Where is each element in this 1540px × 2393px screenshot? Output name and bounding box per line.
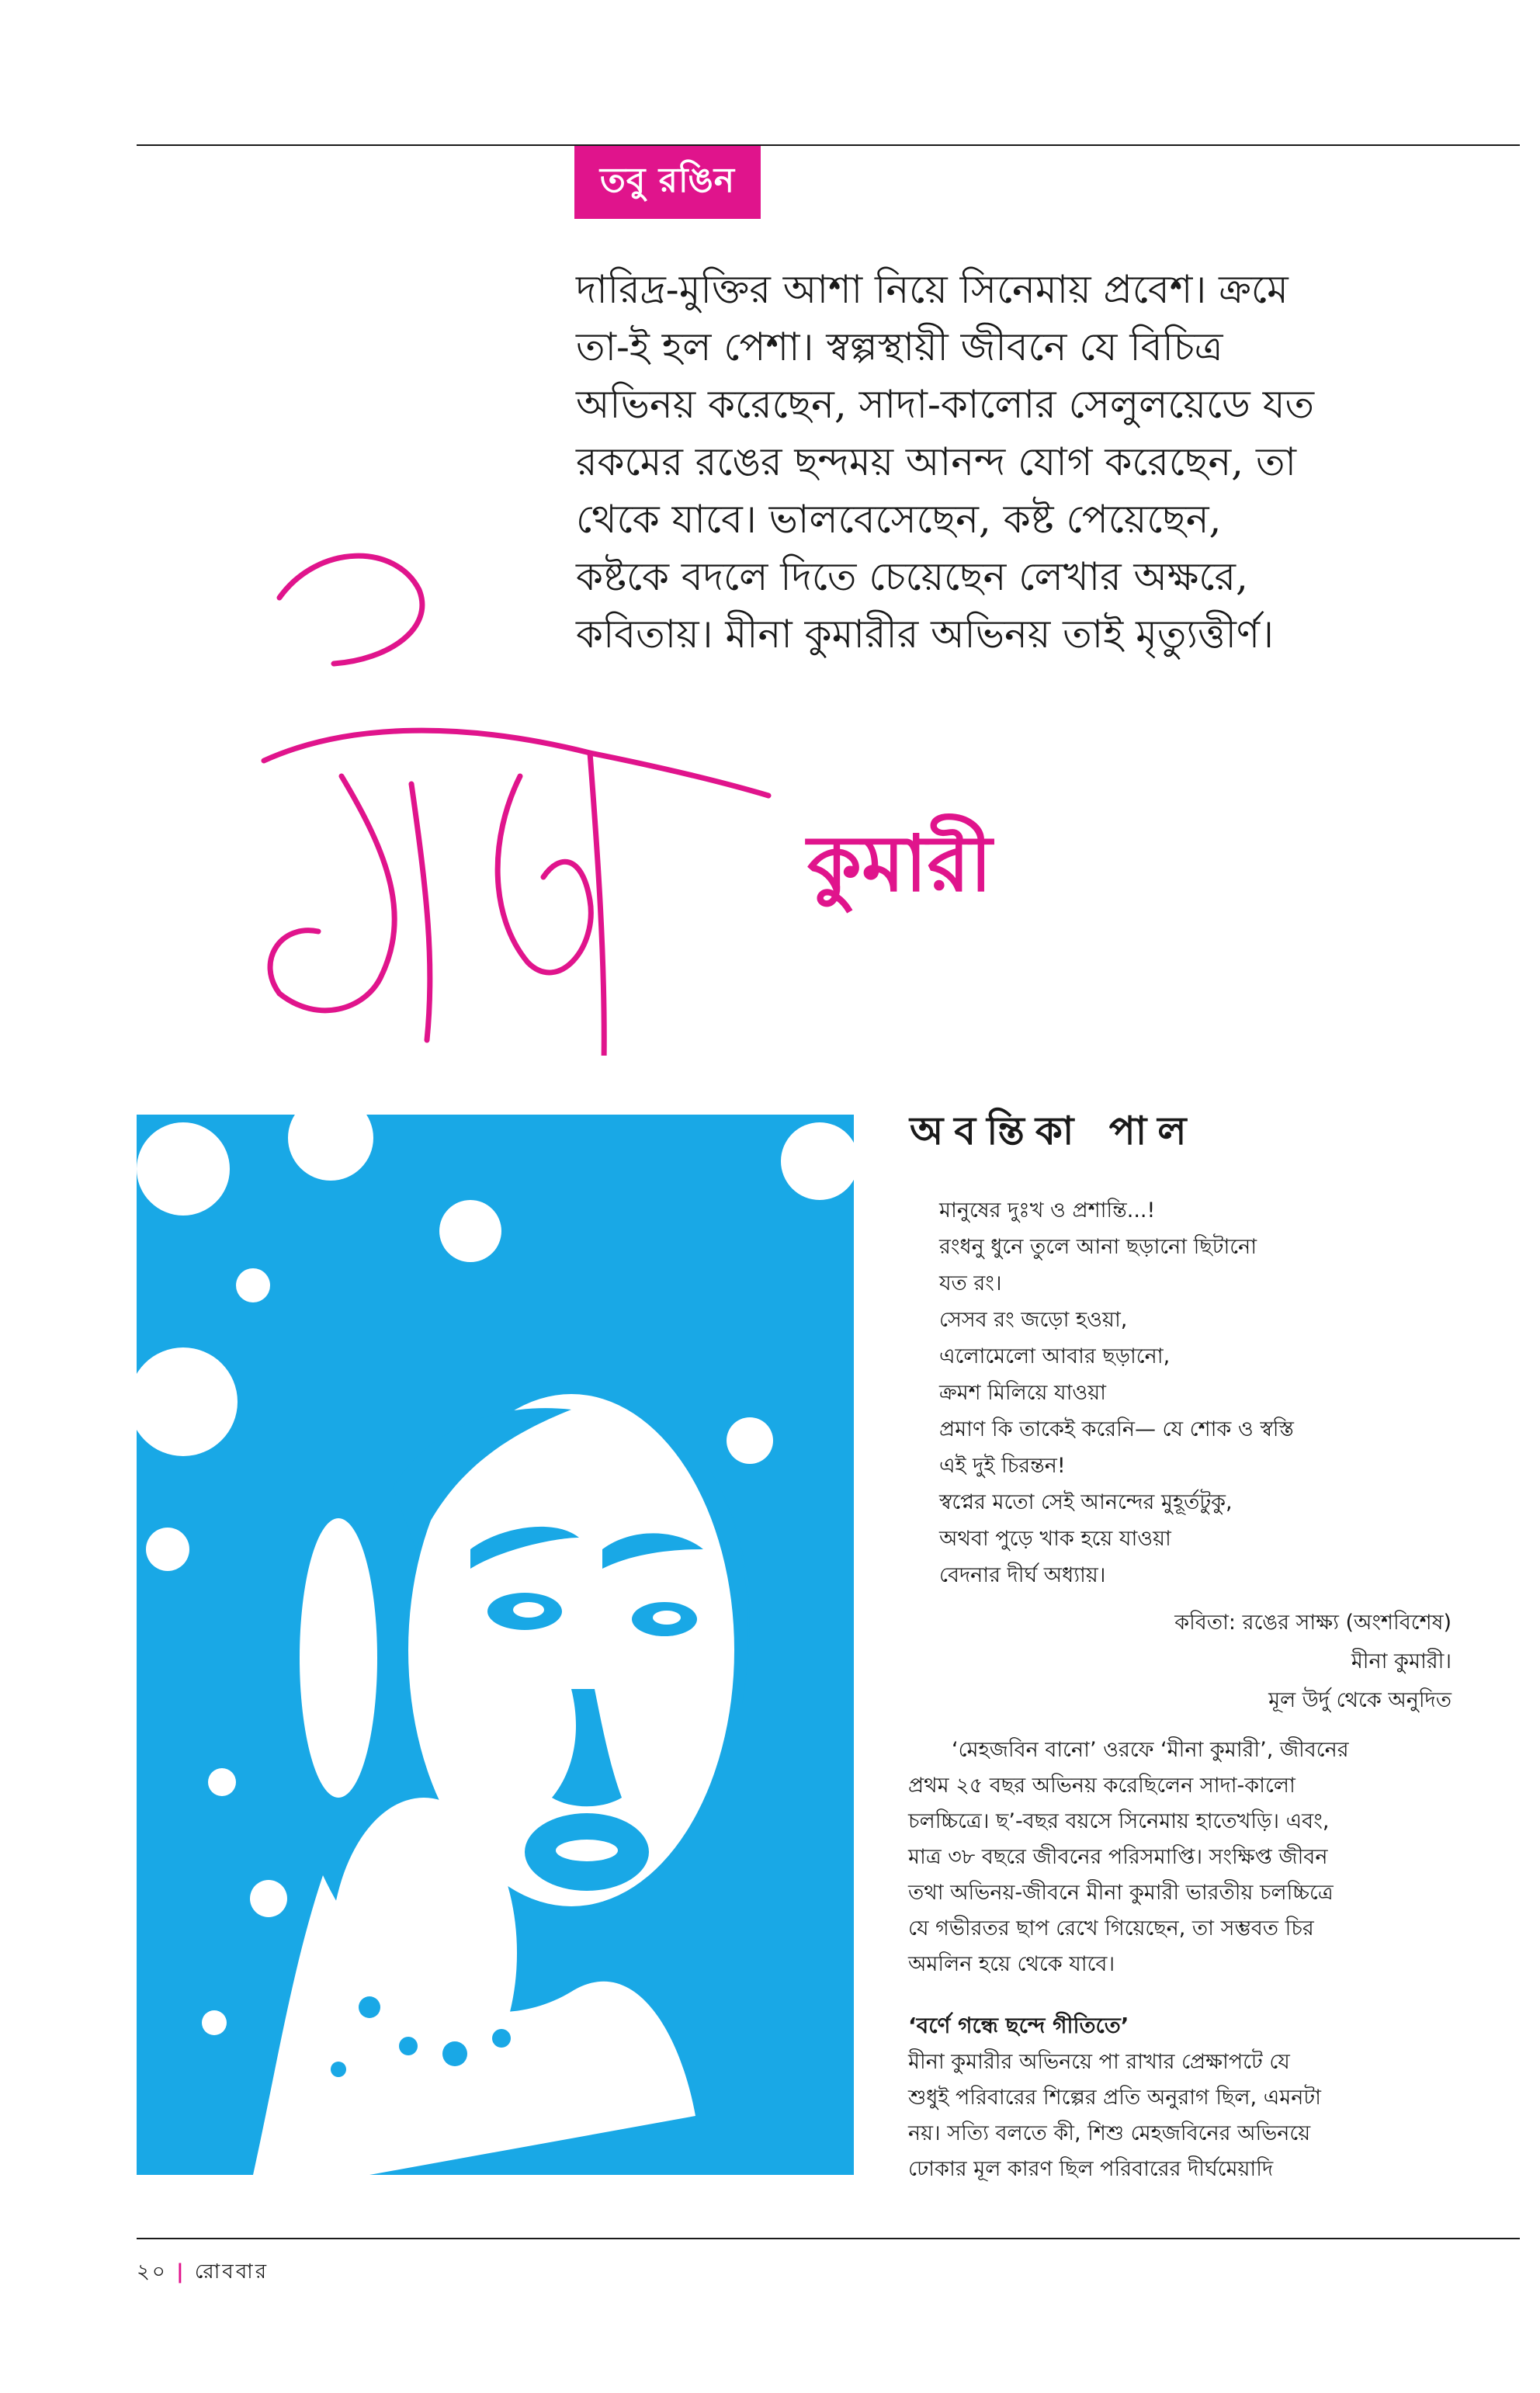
- body-line: যে গভীরতর ছাপ রেখে গিয়েছেন, তা সম্ভবত চির: [908, 1916, 1314, 1940]
- poem-line: অথবা পুড়ে খাক হয়ে যাওয়া: [939, 1527, 1171, 1551]
- body-line: তথা অভিনয়-জীবনে মীনা কুমারী ভারতীয় চলচ্চিত্রে: [908, 1881, 1334, 1905]
- poem-line: যত রং।: [939, 1271, 1002, 1295]
- intro-line: থেকে যাবে। ভালবেসেছেন, কষ্ট পেয়েছেন,: [576, 497, 1222, 542]
- body-line: মাত্র ৩৮ বছরে জীবনের পরিসমাপ্তি। সংক্ষিপ্ত জীবন: [908, 1845, 1328, 1869]
- body-line: নয়। সত্যি বলতে কী, শিশু মেহজবিনের অভিনয়ে: [908, 2121, 1311, 2145]
- body-line: ঢোকার মূল কারণ ছিল পরিবারের দীর্ঘমেয়াদি: [908, 2157, 1274, 2181]
- poem-line: মানুষের দুঃখ ও প্রশান্তি...!: [939, 1198, 1156, 1223]
- section-subheading: ‘বর্ণে গন্ধে ছন্দে গীতিতে’: [908, 2013, 1129, 2038]
- body-line: শুধুই পরিবারের শিল্পের প্রতি অনুরাগ ছিল, এমনটা: [908, 2086, 1321, 2110]
- body-line: ‘মেহজবিন বানো’ ওরফে ‘মীনা কুমারী’, জীবনের: [952, 1738, 1349, 1762]
- intro-line: দারিদ্র-মুক্তির আশা নিয়ে সিনেমায় প্রবেশ। ক্রমে: [576, 267, 1289, 312]
- title-subtitle: কুমারী: [807, 818, 993, 909]
- intro-line: রকমের রঙের ছন্দময় আনন্দ যোগ করেছেন, তা: [576, 439, 1296, 484]
- title-calligraphy: [233, 528, 776, 1056]
- author-name: অবন্তিকা পাল: [910, 1108, 1198, 1153]
- page-number: ২০: [137, 2260, 168, 2284]
- intro-line: অভিনয় করেছেন, সাদা-কালোর সেলুলয়েডে যত: [576, 382, 1315, 427]
- poem-line: প্রমাণ কি তাকেই করেনি— যে শোক ও স্বস্তি: [939, 1417, 1294, 1441]
- poem-line: এই দুই চিরন্তন!: [939, 1454, 1066, 1478]
- body-paragraph-1: [908, 1732, 1483, 1982]
- footer-separator: |: [176, 2260, 186, 2284]
- magazine-name: রোববার: [194, 2260, 269, 2284]
- body-line: অমলিন হয়ে থেকে যাবে।: [908, 1952, 1115, 1976]
- intro-line: কষ্টকে বদলে দিতে চেয়েছেন লেখার অক্ষরে,: [576, 554, 1248, 599]
- page-footer: [137, 2256, 269, 2290]
- poem-line: সেসব রং জড়ো হওয়া,: [939, 1308, 1128, 1332]
- intro-line: কবিতায়। মীনা কুমারীর অভিনয় তাই মৃত্যুত্তীর্ণ।: [576, 612, 1275, 657]
- body-paragraph-2: [908, 2044, 1483, 2187]
- section-tag: তবু রঙিন: [574, 146, 761, 219]
- poem-line: স্বপ্নের মতো সেই আনন্দের মুহূর্তটুকু,: [939, 1490, 1233, 1514]
- poem-credit: [1009, 1604, 1452, 1720]
- poem-line: ক্রমশ মিলিয়ে যাওয়া: [939, 1381, 1107, 1405]
- body-line: প্রথম ২৫ বছর অভিনয় করেছিলেন সাদা-কালো: [908, 1774, 1295, 1798]
- credit-line: মীনা কুমারী।: [1351, 1649, 1452, 1673]
- poem-excerpt: [939, 1192, 1374, 1594]
- poem-line: বেদনার দীর্ঘ অধ্যায়।: [939, 1563, 1106, 1587]
- body-line: মীনা কুমারীর অভিনয়ে পা রাখার প্রেক্ষাপটে যে: [908, 2050, 1290, 2074]
- bottom-rule: [137, 2238, 1520, 2239]
- credit-line: মূল উর্দু থেকে অনুদিত: [1268, 1688, 1452, 1712]
- portrait-photo: [137, 1115, 854, 2175]
- poem-line: এলোমেলো আবার ছড়ানো,: [939, 1344, 1171, 1368]
- intro-line: তা-ই হল পেশা। স্বল্পস্থায়ী জীবনে যে বিচিত্র: [576, 324, 1223, 369]
- credit-line: কবিতা: রঙের সাক্ষ্য (অংশবিশেষ): [1174, 1611, 1452, 1635]
- top-rule: [137, 144, 1520, 146]
- body-line: চলচ্চিত্রে। ছ’-বছর বয়সে সিনেমায় হাতেখড়ি। এবং,: [908, 1809, 1330, 1833]
- poem-line: রংধনু ধুনে তুলে আনা ছড়ানো ছিটানো: [939, 1235, 1257, 1259]
